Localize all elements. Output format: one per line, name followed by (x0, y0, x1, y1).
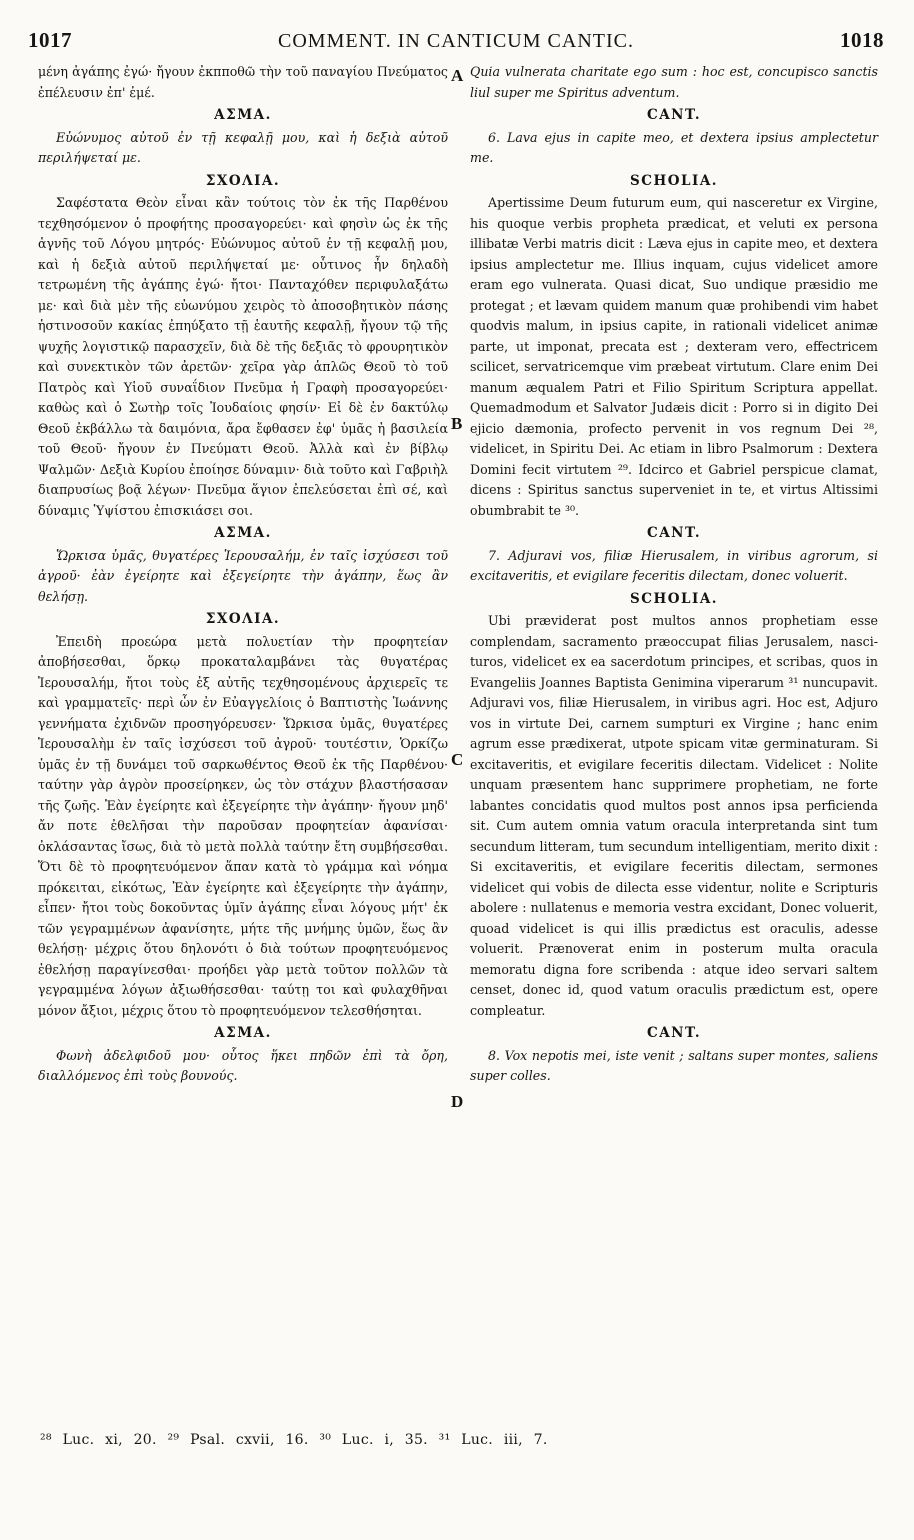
running-header (28, 28, 884, 58)
greek-verse-6: Εὐώνυμος αὐτοῦ ἐν τῇ κεφαλῇ μου, καὶ ἡ δεξιὰ αὐτοῦ περιλήψεταί με. (38, 129, 448, 165)
greek-heading-asma-1: ΑΣΜΑ. (214, 107, 272, 123)
latin-heading-scholia-2: SCHOLIA. (630, 590, 718, 607)
latin-scholia-7: Ubi præviderat post multos annos prophetiam esse complendam, sacramento præoccupat filias Jerusalem, nascituros, videlicet ex ea sacerdotum principes, et scribas, quos in Evangeliis Joannes Baptista Genimina viperarum ³¹ nuncupavit. Adjuravi vos, filiæ Hierusalem, in viribus agri. Hoc est, Adjuro vos in virtute Dei, carnem sumpturi ex Virgine ; hanc enim agrum esse prædixerat, utpote spicam vitæ germinaturam. Si excitaveritis, et evigilare feceritis dilectam. Videlicet : Nolite unquam præsentem hanc supprimere prophetiam, ne forte labantes concidatis quod multos post annos ipsa perficienda sit. Cum autem omnia vatum oracula interpretanda sint tum secundum litteram, tum secundum intelligentiam, merito dixit : Si excitaveritis, et evigilare feceritis dilectam, sermones videlicet qui vobis de dilecta esse videntur, nolite e Scripturis abolere : nullatenus e memoria vestra excidant, Donec voluerit, quoad videlicet is qui illis prædictus est oraculis, adesse voluerit. Prænoverat enim in posterum multa oracula memoratu digna fore scribenda : atque ideo servari saltem censet, donec id, quod vatum oraculis prædictum est, opere compleatur. (470, 613, 878, 1018)
page-number-right: 1018 (840, 28, 884, 52)
latin-column (470, 62, 878, 1360)
page-number-left: 1017 (28, 28, 72, 52)
latin-verse-6: 6. Lava ejus in capite meo, et dextera ipsius amplectetur me. (470, 129, 878, 165)
greek-scholia-7: Ἐπειδὴ προεώρα μετὰ πολυετίαν τὴν προφητείαν ἀποβήσεσθαι, ὅρκῳ προκαταλαμβάνει τὰς θυγατέρας Ἱερουσαλήμ, ἤτοι τοὺς ἐξ αὐτῆς τεχθησομένους ἀρχιερεῖς τε καὶ γραμματεῖς· περὶ ὧν ἐν Εὐαγγελίοις ὁ Βαπτιστὴς Ἰωάννης γεννήματα ἐχιδνῶν προσηγόρευσεν· Ὥρκισα ὑμᾶς, θυγατέρες Ἱερουσαλὴμ ἐν ταῖς ἰσχύσεσι τοῦ ἀγροῦ· τουτέστιν, Ὁρκίζω ὑμᾶς ἐν τῇ δυνάμει τοῦ σαρκωθέντος Θεοῦ ἐκ τῆς Παρθένου· ταύτην γὰρ ἀγρὸν προσείρηκεν, ὡς τὸν στάχυν βλαστήσασαν τῆς ζωῆς. Ἐὰν ἐγείρητε καὶ ἐξεγείρητε τὴν ἀγάπην· ἤγουν μηδ' ἄν ποτε ἐθελῆσαι τὴν παροῦσαν προφητείαν ἀφανίσαι· ὀκλάσαντας ἴσως, διὰ τὸ μετὰ πολλὰ ταύτην ἔτη συμβήσεσθαι. Ὅτι δὲ τὸ προφητευόμενον ἅπαν κατὰ τὸ γράμμα καὶ νόημα πρόκειται, εἰκότως, Ἐὰν ἐγείρητε καὶ ἐξεγείρητε τὴν ἀγάπην, εἶπεν· ἤτοι τοὺς δοκοῦντας ὑμῖν ἀγάπης εἶναι λόγους μήτ' ἐκ τῶν γεγραμμένων ἀφανίσητε, μήτε τῆς μνήμης ὑμῶν, ἕως ἂν θελήσῃ· μέχρις ὅτου δηλονότι ὁ διὰ τούτων προφητευόμενος ἐθελήσῃ παραγίνεσθαι· προήδει γὰρ μετὰ τοῦτον πολλῶν τὰ γεγραμμένα λόγων ἀξιωθήσεσθαι· ταύτῃ τοι καὶ φυλαχθῆναι μόνον ἄξιοι, μέχρις ὅτου τὸ προφητευόμενον τελεσθήσηται. (38, 633, 448, 1018)
footnotes: ²⁸ Luc. xi, 20. ²⁹ Psal. cxvii, 16. ³⁰ Luc. i, 35. ³¹ Luc. iii, 7. (40, 1432, 548, 1448)
margin-marker-d: D (451, 1092, 464, 1111)
latin-intro: Quia vulnerata charitate ego sum : hoc est, concupisco sanctis liul super me Spiritus adventum. (470, 64, 878, 100)
margin-marker-c: C (451, 750, 464, 769)
greek-heading-scholia-2: ΣΧΟΛΙΑ. (205, 611, 281, 627)
margin-marker-a: A (451, 66, 464, 85)
greek-verse-7: Ὥρκισα ὑμᾶς, θυγατέρες Ἱερουσαλήμ, ἐν ταῖς ἰσχύσεσι τοῦ ἀγροῦ· ἐὰν ἐγείρητε καὶ ἐξεγείρητε τὴν ἀγάπην, ἕως ἂν θελήσῃ. (38, 547, 448, 604)
greek-heading-scholia-1: ΣΧΟΛΙΑ. (205, 172, 281, 189)
latin-heading-scholia-1: SCHOLIA. (630, 172, 718, 189)
latin-verse-7: 7. Adjuravi vos, filiæ Hierusalem, in viribus agrorum, si excitaveritis, et evigilare feceritis dilectam, donec voluerit. (470, 547, 878, 583)
latin-heading-cant-3: CANT. (646, 1025, 702, 1041)
greek-heading-asma-2: ΑΣΜΑ. (214, 525, 272, 541)
greek-heading-asma-3: ΑΣΜΑ. (214, 1025, 272, 1041)
latin-scholia-6: Apertissime Deum futurum eum, qui nasceretur ex Virgine, his quoque verbis propheta prædicat, et veluti ex persona illibatæ Verbi matris dicit : Læva ejus in capite meo, et dextera ipsius amplectetur me. Illius inquam, cujus videlicet amore eram ego vulnerata. Quasi dicat, Suo undique præsidio me protegat ; et lævam quidem manum quæ prohibendi vim habet quodvis malum, in ipsius capite, in rationali videlicet animæ parte, ut imponat, precata est ; dexteram vero, effectricem scilicet, servatricemque vim præbeat virtutum. Clare enim Dei manum æqualem Patri et Filio Spiritum Scriptura appellat. Quemadmodum et Salvator Judæis dicit : Porro si in digito Dei ejicio dæmonia, profecto pervenit in vos regnum Dei ²⁸, videlicet, in Spiritu Dei. Ac etiam in libro Psalmorum : Dextera Domini fecit virtutem ²⁹. Idcirco et Gabriel perspicue clamat, dicens : Spiritus sanctus superveniet in te, et virtus Altissimi obumbrabit te ³⁰. (470, 195, 878, 518)
margin-marker-b: B (451, 414, 463, 433)
latin-verse-8: 8. Vox nepotis mei, iste venit ; saltans super montes, saliens super colles. (470, 1047, 878, 1083)
running-title: COMMENT. IN CANTICUM CANTIC. (278, 30, 634, 52)
greek-intro: μένη ἀγάπης ἐγώ· ἤγουν ἐκπποθῶ τὴν τοῦ παναγίου Πνεύματος ἐπέλευσιν ἐπ' ἐμέ. (38, 64, 448, 100)
greek-column (38, 62, 448, 1360)
latin-heading-cant-2: CANT. (646, 525, 702, 541)
greek-scholia-6: Σαφέστατα Θεὸν εἶναι κἂν τούτοις τὸν ἐκ τῆς Παρθένου τεχθησόμενον ὁ προφήτης προσαγορεύει· καὶ φησὶν ὡς ἐκ τῆς ἁγνῆς τοῦ Λόγου μητρός· Εὐώνυμος αὐτοῦ ἐν τῇ κεφαλῇ μου, καὶ ἡ δεξιὰ αὐτοῦ περιλήψεταί με· οὗτινος ἦν δηλαδὴ τετρωμένη τῆς ἀγάπης ἐγώ· ἤτοι· Πανταχόθεν περιφυλαξάτω με· καὶ διὰ μὲν τῆς εὐωνύμου χειρὸς τὸ ἀποσοβητικὸν πάσης ἡστινοσοῦν κακίας ἐπηύξατο τῇ ἑαυτῆς κεφαλῇ, ἤγουν τῷ τῆς ψυχῆς λογιστικῷ παρασχεῖν, διὰ δὲ τῆς δεξιᾶς τὸ φρουρητικὸν καὶ συνεκτικὸν τῶν ἀρετῶν· χεῖρα γὰρ ἁπλῶς Θεοῦ τὸ τοῦ Πατρὸς καὶ Υἱοῦ συναΐδιον Πνεῦμα ἡ Γραφὴ προσαγορεύει· καθὼς καὶ ὁ Σωτὴρ τοῖς Ἰουδαίοις φησίν· Εἰ δὲ ἐν δακτύλῳ Θεοῦ ἐκβάλλω τὰ δαιμόνια, ἄρα ἔφθασεν ἐφ' ὑμᾶς ἡ βασιλεία τοῦ Θεοῦ· ἤγουν ἐν Πνεύματι Θεοῦ. Ἀλλὰ καὶ ἐν βίβλῳ Ψαλμῶν· Δεξιὰ Κυρίου ἐποίησε δύναμιν· διὰ τοῦτο καὶ Γαβριὴλ διαπρυσίως βοᾷ λέγων· Πνεῦμα ἅγιον ἐπελεύσεται ἐπὶ σέ, καὶ δύναμις Ὑψίστου ἐπισκιάσει σοι. (38, 195, 448, 518)
latin-heading-cant-1: CANT. (646, 107, 702, 123)
greek-verse-8: Φωνὴ ἀδελφιδοῦ μου· οὗτος ἥκει πηδῶν ἐπὶ τὰ ὄρη, διαλλόμενος ἐπὶ τοὺς βουνούς. (38, 1047, 448, 1083)
